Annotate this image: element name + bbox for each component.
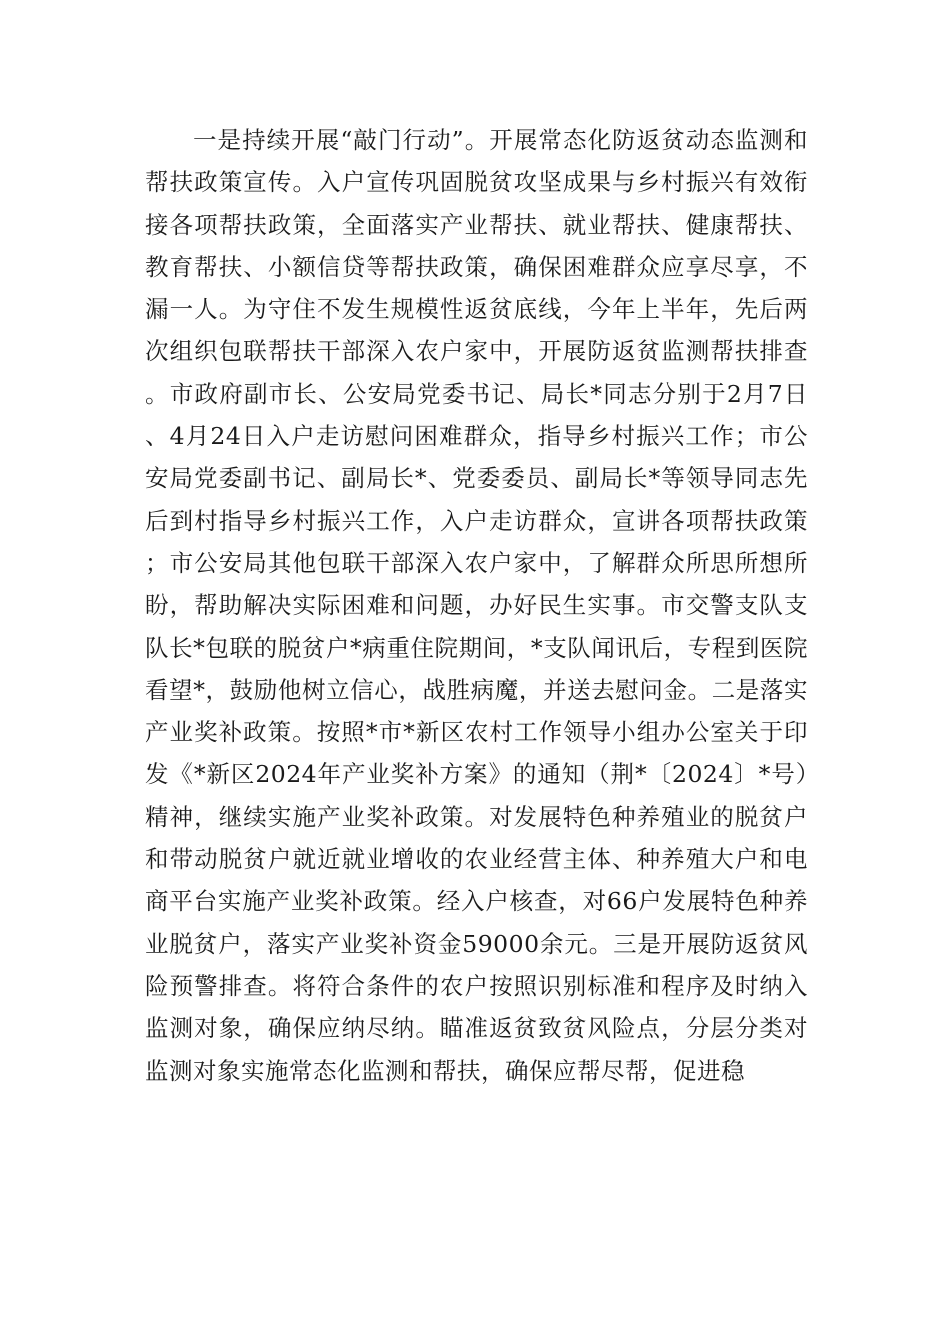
body-paragraph: 一是持续开展“敲门行动”。开展常态化防返贫动态监测和帮扶政策宣传。入户宣传巩固脱贫攻坚成果与乡村振兴有效衔接各项帮扶政策，全面落实产业帮扶、就业帮扶、健康帮扶、教育帮扶、小额信贷等帮扶政策，确保困难群众应享尽享，不漏一人。为守住不发生规模性返贫底线，今年上半年，先后两次组织包联帮扶干部深入农户家中，开展防返贫监测帮扶排查。市政府副市长、公安局党委书记、局长*同志分别于2月7日、4月24日入户走访慰问困难群众，指导乡村振兴工作；市公安局党委副书记、副局长*、党委委员、副局长*等领导同志先后到村指导乡村振兴工作，入户走访群众，宣讲各项帮扶政策；市公安局其他包联干部深入农户家中，了解群众所思所想所盼，帮助解决实际困难和问题，办好民生实事。市交警支队支队长*包联的脱贫户*病重住院期间，*支队闻讯后，专程到医院看望*，鼓励他树立信心，战胜病魔，并送去慰问金。二是落实产业奖补政策。按照*市*新区农村工作领导小组办公室关于印发《*新区2024年产业奖补方案》的通知（荆*〔2024〕*号）精神，继续实施产业奖补政策。对发展特色种养殖业的脱贫户和带动脱贫户就近就业增收的农业经营主体、种养殖大户和电商平台实施产业奖补政策。经入户核查，对66户发展特色种养业脱贫户，落实产业奖补资金59000余元。三是开展防返贫风险预警排查。将符合条件的农户按照识别标准和程序及时纳入监测对象，确保应纳尽纳。瞄准返贫致贫风险点，分层分类对监测对象实施常态化监测和帮扶，确保应帮尽帮，促进稳 xyxy=(145,126,808,1085)
